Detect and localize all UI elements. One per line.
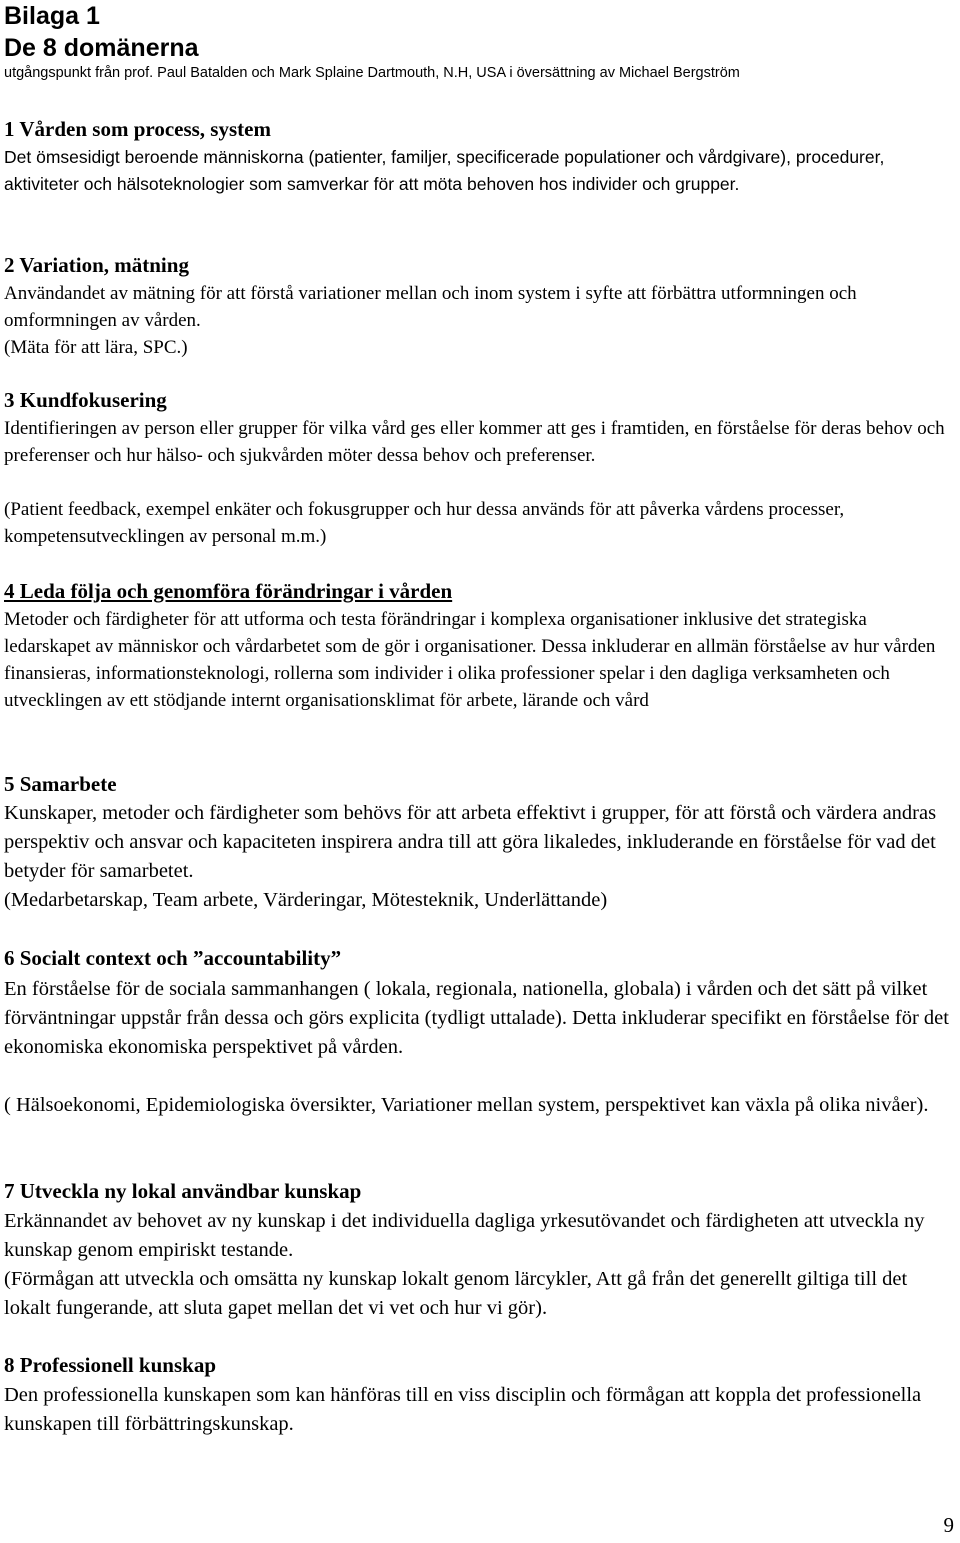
section-1-heading: 1 Vården som process, system (4, 117, 271, 141)
section-5-heading: 5 Samarbete (4, 772, 117, 796)
section-3-paragraph: Identifieringen av person eller grupper för vilka vård ges eller kommer att ges i framtiden, en förståelse för deras behov och preferenser och hur hälso- och sjukvården möter dessa behov och preferenser. (4, 418, 945, 466)
section-2-paragraph: Användandet av mätning för att förstå variationer mellan och inom system i syfte att förbättra utformningen och omformningen av vården. (4, 283, 857, 331)
section-6-note: ( Hälsoekonomi, Epidemiologiska översikter, Variationer mellan system, perspektivet kan växla på olika nivåer). (4, 1094, 929, 1116)
section-7-paragraph: Erkännandet av behovet av ny kunskap i det individuella dagliga yrkesutövandet och färdigheten att utveckla ny kunskap genom empiriskt testande. (4, 1210, 925, 1261)
section-6-paragraph: En förståelse för de sociala sammanhangen ( lokala, regionala, nationella, globala) i vården och det sätt på vilket förväntningar uppstår från dessa och görs explicita (tydligt uttalade). Detta inkluderar specifikt en förståelse för det ekonomiska ekonomiska perspektivet på vården. (4, 978, 949, 1058)
page-number: 9 (943, 1513, 954, 1537)
section-4-paragraph: Metoder och färdigheter för att utforma och testa förändringar i komplexa organisationer inklusive det strategiska ledarskapet av människor och vårdarbetet som de gör i organisationer. Dessa inkluderar en allmän förståelse av hur vården finansieras, informationsteknologi, rollerna som individer i olika professioner spelar i den dagliga verksamheten och utvecklingen av ett stödjande internt organisationsklimat för arbete, lärande och vård (4, 609, 936, 711)
section-7-heading: 7 Utveckla ny lokal användbar kunskap (4, 1179, 362, 1203)
section-6-heading: 6 Socialt context och ”accountability” (4, 946, 342, 970)
document-subtitle: De 8 domänerna (4, 34, 199, 62)
section-5-paragraph: Kunskaper, metoder och färdigheter som behövs för att arbeta effektivt i grupper, för att förstå och värdera andras perspektiv och ansvar och kapaciteten inspirera andra till att göra likaledes, inkluderande en förståelse för vad det betyder för samarbetet. (4, 802, 937, 882)
section-8-heading: 8 Professionell kunskap (4, 1353, 216, 1377)
section-3-heading: 3 Kundfokusering (4, 388, 167, 412)
section-2-heading: 2 Variation, mätning (4, 253, 189, 277)
section-3-note: (Patient feedback, exempel enkäter och fokusgrupper och hur dessa används för att påverka vårdens processer, kompetensutvecklingen av personal m.m.) (4, 499, 845, 547)
document-source-note: utgångspunkt från prof. Paul Batalden och Mark Splaine Dartmouth, N.H, USA i översättning av Michael Bergström (4, 65, 740, 81)
section-7-note: (Förmågan att utveckla och omsätta ny kunskap lokalt genom lärcykler, Att gå från det generellt giltiga till det lokalt fungerande, att sluta gapet mellan det vi vet och hur vi gör). (4, 1268, 908, 1319)
section-8-paragraph: Den professionella kunskapen som kan hänföras till en viss disciplin och förmågan att koppla det professionella kunskapen till förbättringskunskap. (4, 1384, 922, 1435)
section-4-heading: 4 Leda följa och genomföra förändringar i vården (4, 579, 453, 603)
section-5-note: (Medarbetarskap, Team arbete, Värderingar, Mötesteknik, Underlättande) (4, 889, 608, 911)
section-1-paragraph: Det ömsesidigt beroende människorna (patienter, familjer, specificerade populationer och vårdgivare), procedurer, aktiviteter och hälsoteknologier som samverkar för att möta behoven hos individer och grupper. (4, 147, 885, 194)
document-title: Bilaga 1 (4, 2, 100, 30)
section-2-note: (Mäta för att lära, SPC.) (4, 337, 188, 358)
